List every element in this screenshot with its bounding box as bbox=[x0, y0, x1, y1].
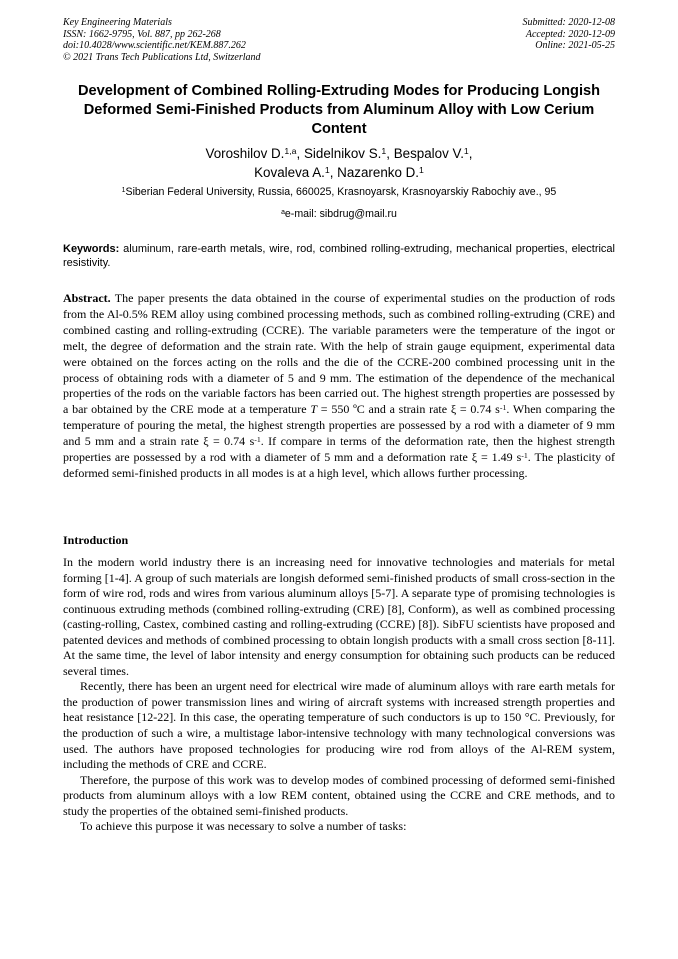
online-date: Online: 2021-05-25 bbox=[535, 40, 615, 52]
author-name: Nazarenko D. bbox=[337, 165, 420, 180]
author-name: Bespalov V. bbox=[393, 146, 464, 161]
abstract-text: = 550 ºC and a strain rate ξ = 0.74 s bbox=[317, 402, 500, 417]
body-paragraph: To achieve this purpose it was necessary to solve a number of tasks: bbox=[80, 819, 407, 834]
author-affiliation-mark: 1 bbox=[463, 146, 469, 157]
author-name: Voroshilov D. bbox=[205, 146, 285, 161]
keywords-text: aluminum, rare-earth metals, wire, rod, combined rolling-extruding, mechanical properties, electrical resistivity. bbox=[63, 243, 615, 269]
abstract-text: . When comparing the temperature of pouring the metal, the highest strength properties are possessed by a rod with a diameter of 9 mm and 5 mm and a strain rate ξ = 0.74 s bbox=[63, 402, 615, 449]
author-name: Kovaleva A. bbox=[254, 165, 325, 180]
abstract-block bbox=[63, 291, 615, 482]
email-text: e-mail: sibdrug@mail.ru bbox=[284, 208, 397, 220]
keywords-label: Keywords: bbox=[63, 243, 120, 255]
journal-name: Key Engineering Materials bbox=[63, 17, 172, 28]
body-paragraph: Recently, there has been an urgent need for electrical wire made of aluminum alloys with rare earth metals for the production of power transmission lines and wiring of aircraft systems with increased strength properties and heat resistance [12-22]. In this case, the operating temperature of such conductors is up to 150 °C. Previously, for the production of such a wire, a multistage labor-intensive technology with many technological conversions was used. The authors have proposed technologies for producing wire rod from alloys of the Al-REM system, including the methods of CRE and CCRE. bbox=[63, 679, 615, 772]
author-affiliation-mark: 1 bbox=[419, 165, 424, 176]
affiliation-mark: 1 bbox=[121, 186, 126, 194]
author-separator: , bbox=[468, 146, 473, 161]
body-paragraph: In the modern world industry there is an increasing need for innovative technologies and materials for metal forming [1-4]. A group of such materials are longish deformed semi-finished products of small cross-section in the form of wire rod, rods and wires from various aluminum alloys [5-7]. A separate type of promising technologies is continuous extruding methods (combined rolling-extruding (CRE) [8], Conform), as well as combined processing (casting-rolling, Castex, combined casting and rolling-extruding (CCRE) [8]). SibFU scientists have proposed and patented devices and methods of combined processing to obtain longish products with a small cross section [8-11]. At the same time, the level of labor intensity and energy consumption for obtaining such products can be reduced several times. bbox=[63, 555, 615, 678]
issn-line: ISSN: 1662-9795, Vol. 887, pp 262-268 bbox=[63, 28, 221, 40]
body-paragraph: Therefore, the purpose of this work was to develop modes of combined processing of deformed semi-finished products from aluminum alloys with a low REM content, obtained using the CCRE and CRE methods, and to study the properties of the obtained semi-finished products. bbox=[63, 772, 615, 818]
author-affiliation-mark: 1,a bbox=[284, 146, 297, 157]
author-affiliation-mark: 1 bbox=[324, 165, 330, 176]
abstract-text: The paper presents the data obtained in the course of experimental studies on the production of rods from the Al-0.5% REM alloy using combined processing methods, such as combined rolling-extruding (CRE) and combined casting and rolling-extruding (CCRE). The variable parameters were the temperature of the ingot or melt, the degree of deformation and the strain rate. With the help of strain gauge equipment, experimental data were obtained on the forces acting on the rolls and the die of the CCRE-200 combined processing unit in the process of obtaining rods with a diameter of 5 and 9 mm. The estimation of the dependence of the mechanical properties of the rods on the variable factors has been carried out. The highest strength properties are possessed by a bar obtained by the CRE mode at a temperature bbox=[63, 291, 615, 417]
unit-exponent: -1 bbox=[254, 434, 261, 444]
abstract-text: . If compare in terms of the deformation rate, then the highest strength properties are possessed by a rod with a diameter of 5 mm and a deformation rate ξ = 1.49 s bbox=[63, 434, 616, 465]
accepted-date: Accepted: 2020-12-09 bbox=[525, 28, 615, 40]
author-list bbox=[63, 144, 615, 182]
unit-exponent: -1 bbox=[499, 402, 507, 412]
temperature-symbol: T bbox=[310, 402, 318, 417]
abstract-text: . The plasticity of deformed semi-finished products in all modes is at a high level, which allows further processing. bbox=[63, 450, 615, 480]
journal-info bbox=[63, 17, 261, 63]
copyright-line: © 2021 Trans Tech Publications Ltd, Switzerland bbox=[63, 51, 261, 63]
affiliation-text: Siberian Federal University, Russia, 660025, Krasnoyarsk, Krasnoyarskiy Rabochiy ave., 95 bbox=[125, 186, 557, 198]
doi-line: doi:10.4028/www.scientific.net/KEM.887.262 bbox=[63, 40, 246, 52]
author-separator: , bbox=[386, 146, 394, 161]
abstract-label: Abstract. bbox=[63, 291, 111, 305]
paper-title: Development of Combined Rolling-Extruding Modes for Producing Longish Deformed Semi-Finished Products from Aluminum Alloy with Low Cerium Content bbox=[77, 83, 601, 137]
author-separator: , bbox=[329, 165, 338, 180]
author-name: Sidelnikov S. bbox=[303, 146, 382, 161]
introduction-body bbox=[63, 555, 615, 835]
contact-email bbox=[63, 207, 615, 221]
author-separator: , bbox=[296, 146, 304, 161]
submission-dates bbox=[523, 17, 616, 52]
section-heading-introduction: Introduction bbox=[63, 533, 129, 547]
author-affiliation-mark: 1 bbox=[381, 146, 387, 157]
submitted-date: Submitted: 2020-12-08 bbox=[522, 17, 615, 28]
keywords-block bbox=[63, 242, 615, 270]
unit-exponent: -1 bbox=[521, 450, 528, 460]
affiliation bbox=[40, 185, 638, 199]
email-mark: a bbox=[281, 208, 285, 216]
